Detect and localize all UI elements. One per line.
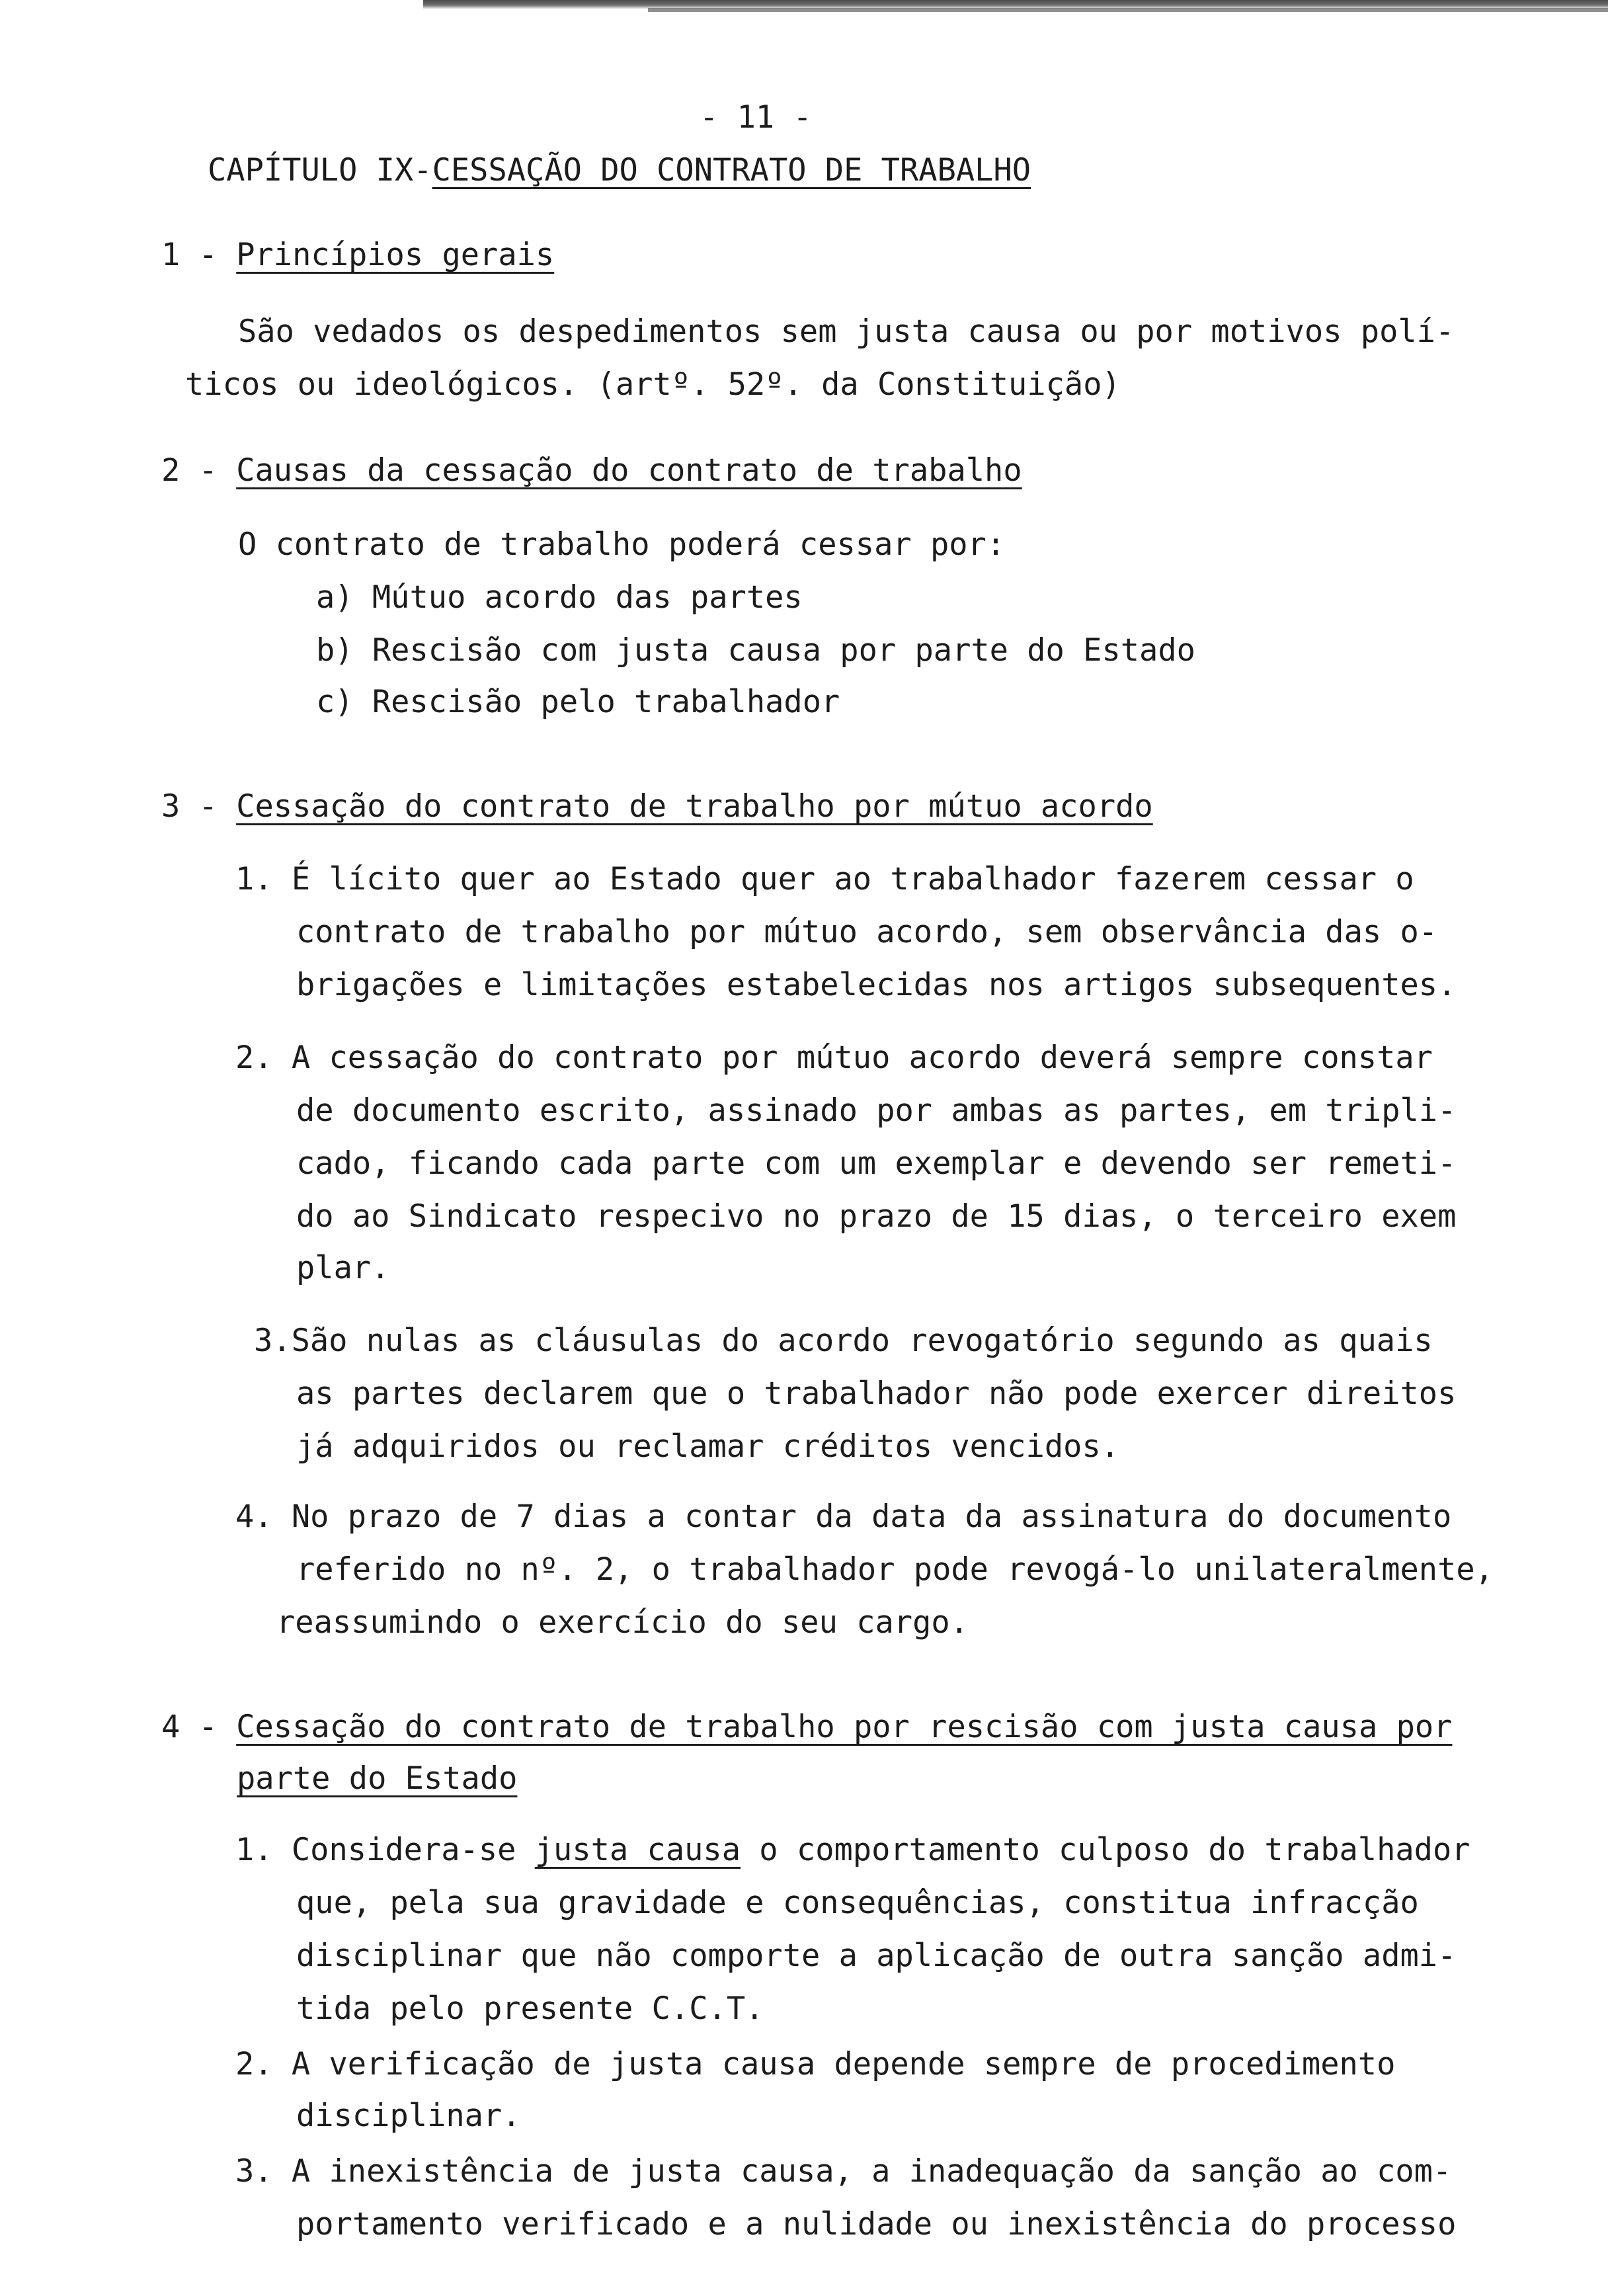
section-3-number: 3 - <box>161 788 218 825</box>
section-4-para-3-line: 3. A inexistência de justa causa, a inadequação da sanção ao com- <box>235 2153 1452 2190</box>
section-4-heading <box>161 1709 1452 1745</box>
section-2-number: 2 - <box>161 452 218 489</box>
section-4-para-2-line: 2. A verificação de justa causa depende sempre de procedimento <box>235 2046 1396 2082</box>
section-4-para-3-line: portamento verificado e a nulidade ou inexistência do processo <box>296 2206 1457 2242</box>
section-3-para-3-line: as partes declarem que o trabalhador não pode exercer direitos <box>296 1375 1457 1412</box>
section-1-title: Princípios gerais <box>236 237 555 273</box>
section-4-para-1-line: tida pelo presente C.C.T. <box>296 1990 764 2027</box>
section-3-para-4-line: reassumindo o exercício do seu cargo. <box>276 1604 969 1641</box>
section-4-number: 4 - <box>161 1709 218 1745</box>
section-3-para-2-line: 2. A cessação do contrato por mútuo acordo deverá sempre constar <box>235 1040 1433 1076</box>
section-2-heading <box>161 452 1022 489</box>
section-3-para-1-line: contrato de trabalho por mútuo acordo, sem observância das o- <box>296 914 1438 950</box>
section-2-item: c) Rescisão pelo trabalhador <box>316 684 840 720</box>
section-2-intro: O contrato de trabalho poderá cessar por: <box>238 526 1006 563</box>
section-3-para-4-line: referido no nº. 2, o trabalhador pode revogá-lo unilateralmente, <box>296 1551 1494 1588</box>
section-3-para-2-line: cado, ficando cada parte com um exemplar e devendo ser remeti- <box>296 1145 1457 1182</box>
chapter-title: CESSAÇÃO DO CONTRATO DE TRABALHO <box>432 152 1031 188</box>
section-3-para-3-line: 3.São nulas as cláusulas do acordo revogatório segundo as quais <box>254 1323 1433 1359</box>
section-1-number: 1 - <box>161 237 218 273</box>
section-3-para-3-line: já adquiridos ou reclamar créditos vencidos. <box>296 1428 1120 1465</box>
section-3-para-1-line: brigações e limitações estabelecidas nos artigos subsequentes. <box>296 967 1457 1003</box>
section-3-para-4-line: 4. No prazo de 7 dias a contar da data da assinatura do documento <box>235 1498 1452 1535</box>
section-3-para-2-line: de documento escrito, assinado por ambas as partes, em tripli- <box>296 1092 1457 1129</box>
chapter-heading <box>208 152 1031 188</box>
section-4-para-1-line <box>235 1832 1470 1868</box>
section-3-heading <box>161 788 1153 825</box>
section-2-title: Causas da cessação do contrato de trabalho <box>236 452 1022 489</box>
section-4-title-line-1: Cessação do contrato de trabalho por rescisão com justa causa por <box>236 1709 1453 1745</box>
section-4-para-2-line: disciplinar. <box>296 2098 521 2134</box>
section-4-para-1-prefix: 1. Considera-se <box>235 1832 535 1868</box>
section-4-para-1-line: disciplinar que não comporte a aplicação de outra sanção admi- <box>296 1938 1457 1974</box>
section-1-line: ticos ou ideológicos. (artº. 52º. da Constituição) <box>185 366 1121 403</box>
section-2-item: b) Rescisão com justa causa por parte do Estado <box>316 632 1195 669</box>
section-4-para-1-line: que, pela sua gravidade e consequências, constitua infracção <box>296 1885 1419 1921</box>
section-3-para-1-line: 1. É lícito quer ao Estado quer ao trabalhador fazerem cessar o <box>235 861 1414 897</box>
section-4-title-line-2: parte do Estado <box>237 1760 518 1797</box>
section-2-item: a) Mútuo acordo das partes <box>316 579 803 616</box>
page-number: - 11 - <box>700 99 812 136</box>
section-4-para-1-suffix: o comportamento culposo do trabalhador <box>741 1832 1470 1868</box>
section-1-line: São vedados os despedimentos sem justa causa ou por motivos polí- <box>238 313 1455 350</box>
justa-causa-term: justa causa <box>534 1832 741 1868</box>
section-1-heading <box>161 237 554 273</box>
section-3-para-2-line: plar. <box>296 1250 390 1286</box>
section-3-title: Cessação do contrato de trabalho por mútuo acordo <box>236 788 1153 825</box>
chapter-label: CAPÍTULO IX- <box>208 152 432 188</box>
section-3-para-2-line: do ao Sindicato respecivo no prazo de 15 dias, o terceiro exem <box>296 1198 1457 1235</box>
scan-top-edge-line-secondary <box>648 8 1608 12</box>
